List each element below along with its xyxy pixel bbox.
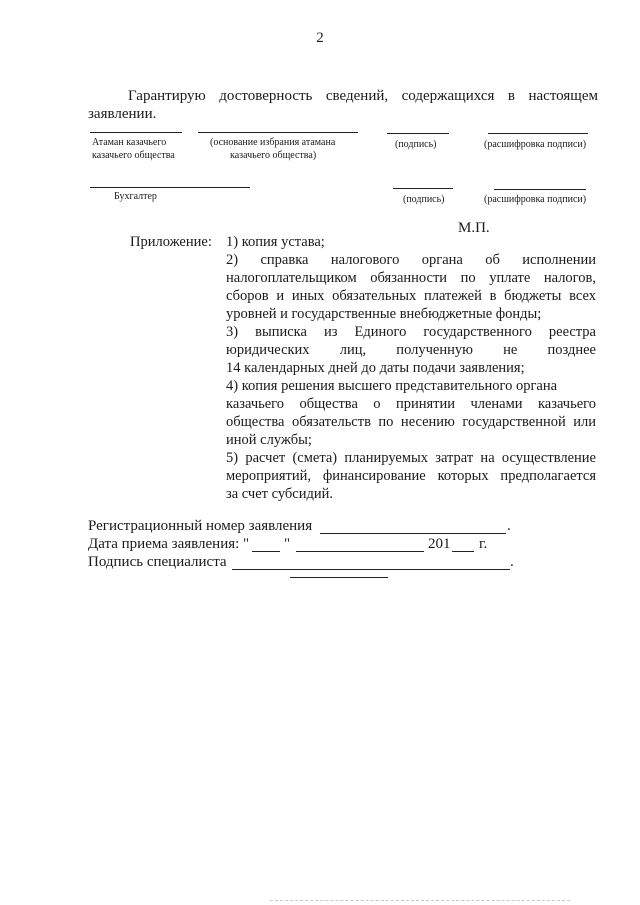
accountant-underline [90,187,250,188]
receipt-month-field[interactable] [296,551,424,552]
attachment-item-2-line-4: уровней и государственные внебюджетные фонды; [226,306,542,322]
attachment-item-4-line-1: 4) копия решения высшего представительного органа [226,378,558,394]
ataman-label-1: Атаман казачьего [92,137,167,148]
decoding-label-2: (расшифровка подписи) [484,194,587,205]
decoding-underline [488,133,588,134]
basis-underline [198,132,358,133]
stamp-label: М.П. [458,220,490,236]
basis-label-2: казачьего общества) [230,150,317,161]
attachment-item-4-line-2: казачьего общества о принятии членами казачьего [226,396,596,412]
signature-underline-2 [393,188,453,189]
receipt-year-prefix: 201 [428,536,451,552]
signature-underline [387,133,449,134]
registration-number-field[interactable] [320,533,506,534]
closing-separator [290,577,388,578]
receipt-year-field[interactable] [452,551,474,552]
specialist-signature-field[interactable] [232,569,510,570]
registration-number-label: Регистрационный номер заявления [88,518,313,534]
attachment-item-5-line-1: 5) расчет (смета) планируемых затрат на осуществление [226,450,596,466]
guarantee-line-2: заявлении. [88,106,157,122]
ataman-underline [90,132,182,133]
attachments-label: Приложение: [130,234,212,250]
guarantee-line-1: Гарантирую достоверность сведений, содержащихся в настоящем [128,88,598,104]
signature-label: (подпись) [395,139,437,150]
registration-number-end: . [507,518,511,534]
receipt-date-quote: " [284,536,291,552]
scan-edge-artifact [270,900,570,901]
attachment-item-4-line-4: иной службы; [226,432,312,448]
attachment-item-3-line-3: 14 календарных дней до даты подачи заявления; [226,360,525,376]
ataman-label-2: казачьего общества [92,150,175,161]
accountant-label: Бухгалтер [114,191,157,202]
attachment-item-3-line-1: 3) выписка из Единого государственного реестра [226,324,596,340]
attachment-item-2-line-2: налогоплательщиком обязанности по уплате налогов, [226,270,596,286]
attachment-item-1: 1) копия устава; [226,234,325,250]
receipt-year-suffix: г. [479,536,488,552]
attachment-item-4-line-3: общества обязательств по несению государственной или [226,414,596,430]
receipt-date-label: Дата приема заявления: " [88,536,250,552]
specialist-signature-label: Подпись специалиста [88,554,227,570]
decoding-label: (расшифровка подписи) [484,139,587,150]
specialist-signature-end: . [510,554,514,570]
signature-label-2: (подпись) [403,194,445,205]
receipt-day-field[interactable] [252,551,280,552]
attachment-item-2-line-1: 2) справка налогового органа об исполнении [226,252,596,268]
attachment-item-5-line-2: мероприятий, финансирование которых предполагается [226,468,596,484]
attachment-item-3-line-2: юридических лиц, полученную не позднее [226,342,596,358]
basis-label-1: (основание избрания атамана [210,137,336,148]
attachment-item-5-line-3: за счет субсидий. [226,486,334,502]
decoding-underline-2 [494,189,586,190]
page-number: 2 [316,30,324,46]
attachment-item-2-line-3: сборов и иных обязательных платежей в бюджеты всех [226,288,596,304]
